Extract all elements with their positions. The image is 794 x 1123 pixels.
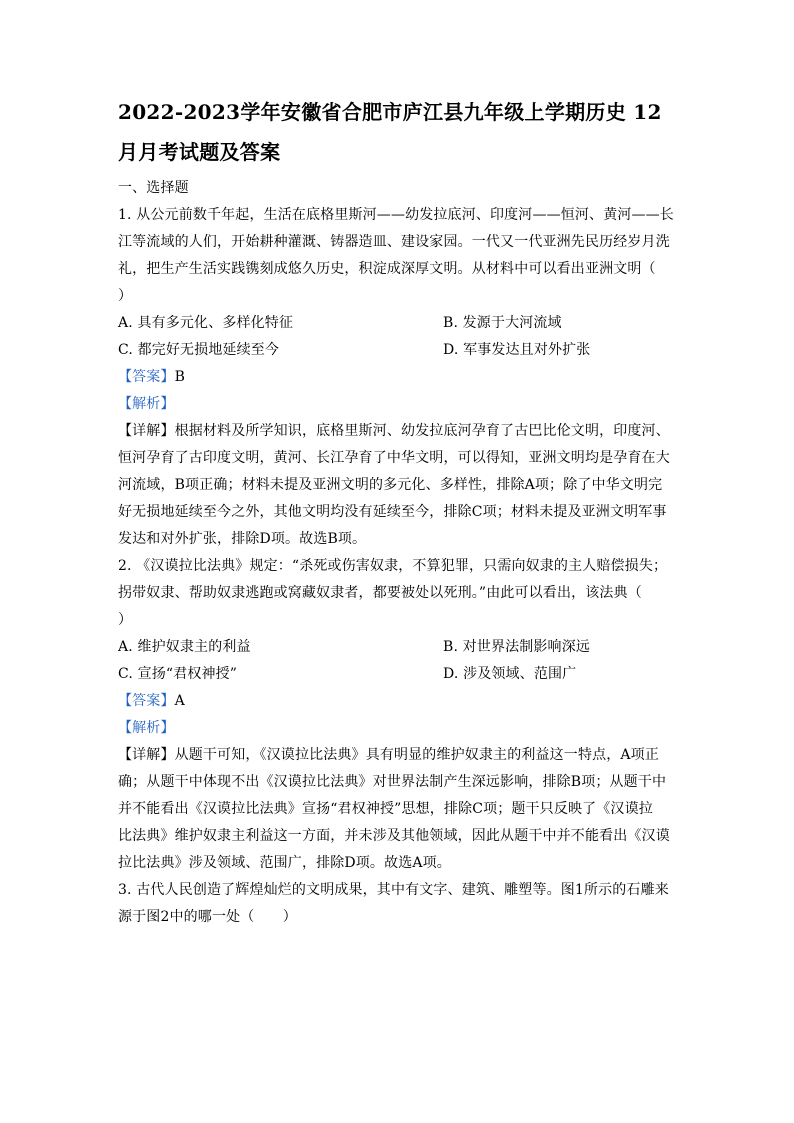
- question-text-line: 拐带奴隶、帮助奴隶逃跑或窝藏奴隶者，都要被处以死刑。”由此可以看出，该法典（: [118, 585, 642, 601]
- question-1: [118, 202, 688, 553]
- answer-value: A: [174, 693, 185, 709]
- document-title-line-2: 月月考试题及答案: [118, 140, 281, 164]
- detail-line: 发达和对外扩张，排除D项。故选B项。: [118, 531, 367, 547]
- answer-label: 【答案】: [118, 693, 175, 709]
- question-text-line: 礼，把生产生活实践镌刻成悠久历史，积淀成深厚文明。从材料中可以看出亚洲文明（: [118, 261, 656, 277]
- question-2: [118, 553, 688, 877]
- options-row: [118, 661, 688, 688]
- option-d: D. 军事发达且对外扩张: [443, 342, 591, 358]
- question-text-line: 江等流域的人们，开始耕种灌溉、铸器造皿、建设家园。一代又一代亚洲先民历经岁月洗: [118, 234, 670, 250]
- detail-line: [118, 418, 688, 445]
- options-row: [118, 310, 688, 337]
- analysis-label: 【解析】: [118, 396, 175, 412]
- detail-line: 比法典》维护奴隶主利益这一方面，并未涉及其他领域，因此从题干中并不能看出《汉谟: [118, 828, 670, 844]
- option-b: B. 发源于大河流域: [443, 315, 562, 331]
- option-d: D. 涉及领域、范围广: [443, 666, 577, 682]
- detail-label: 【详解】: [118, 423, 175, 439]
- answer-line: [118, 364, 688, 391]
- question-text-line: 2. 《汉谟拉比法典》规定：“杀死或伤害奴隶，不算犯罪，只需向奴隶的主人赔偿损失；: [118, 558, 668, 574]
- analysis-label: 【解析】: [118, 720, 175, 736]
- question-3: [118, 877, 688, 931]
- detail-line: [118, 742, 688, 769]
- answer-line: [118, 688, 688, 715]
- answer-label: 【答案】: [118, 369, 175, 385]
- detail-label: 【详解】: [118, 747, 175, 763]
- option-b: B. 对世界法制影响深远: [443, 639, 590, 655]
- answer-value: B: [174, 369, 186, 385]
- options-row: [118, 337, 688, 364]
- question-text-line: 3. 古代人民创造了辉煌灿烂的文明成果，其中有文字、建筑、雕塑等。图1所示的石雕来: [118, 882, 669, 898]
- document-title-line-1: 2022-2023学年安徽省合肥市庐江县九年级上学期历史 12: [118, 100, 662, 124]
- detail-text: 根据材料及所学知识，底格里斯河、幼发拉底河孕育了古巴比伦文明，印度河、: [174, 423, 670, 439]
- question-text-line: 源于图2中的哪一处（ ）: [118, 909, 297, 925]
- question-text-line: 1. 从公元前数千年起，生活在底格里斯河——幼发拉底河、印度河——恒河、黄河——长: [118, 207, 674, 223]
- detail-text: 从题干可知，《汉谟拉比法典》具有明显的维护奴隶主的利益这一特点，A项正: [174, 747, 659, 763]
- question-text-line: ）: [118, 612, 133, 628]
- option-c: C. 宣扬“君权神授”: [118, 666, 238, 682]
- detail-line: 河流域，B项正确；材料未提及亚洲文明的多元化、多样性，排除A项；除了中华文明完: [118, 477, 663, 493]
- question-text-line: ）: [118, 288, 133, 304]
- detail-line: 恒河孕育了古印度文明，黄河、长江孕育了中华文明，可以得知，亚洲文明均是孕育在大: [118, 450, 670, 466]
- detail-line: 确；从题干中体现不出《汉谟拉比法典》对世界法制产生深远影响，排除B项；从题干中: [118, 774, 667, 790]
- option-a: A. 具有多元化、多样化特征: [118, 315, 294, 331]
- detail-line: 好无损地延续至今之外，其他文明均没有延续至今，排除C项；材料未提及亚洲文明军事: [118, 504, 667, 520]
- section-heading: 一、选择题: [118, 180, 189, 196]
- document-page: [118, 92, 688, 931]
- option-a: A. 维护奴隶主的利益: [118, 639, 251, 655]
- detail-line: 并不能看出《汉谟拉比法典》宣扬“君权神授”思想，排除C项；题干只反映了《汉谟拉: [118, 801, 653, 817]
- detail-line: 拉比法典》涉及领域、范围广，排除D项。故选A项。: [118, 855, 451, 871]
- option-c: C. 都完好无损地延续至今: [118, 342, 280, 358]
- options-row: [118, 634, 688, 661]
